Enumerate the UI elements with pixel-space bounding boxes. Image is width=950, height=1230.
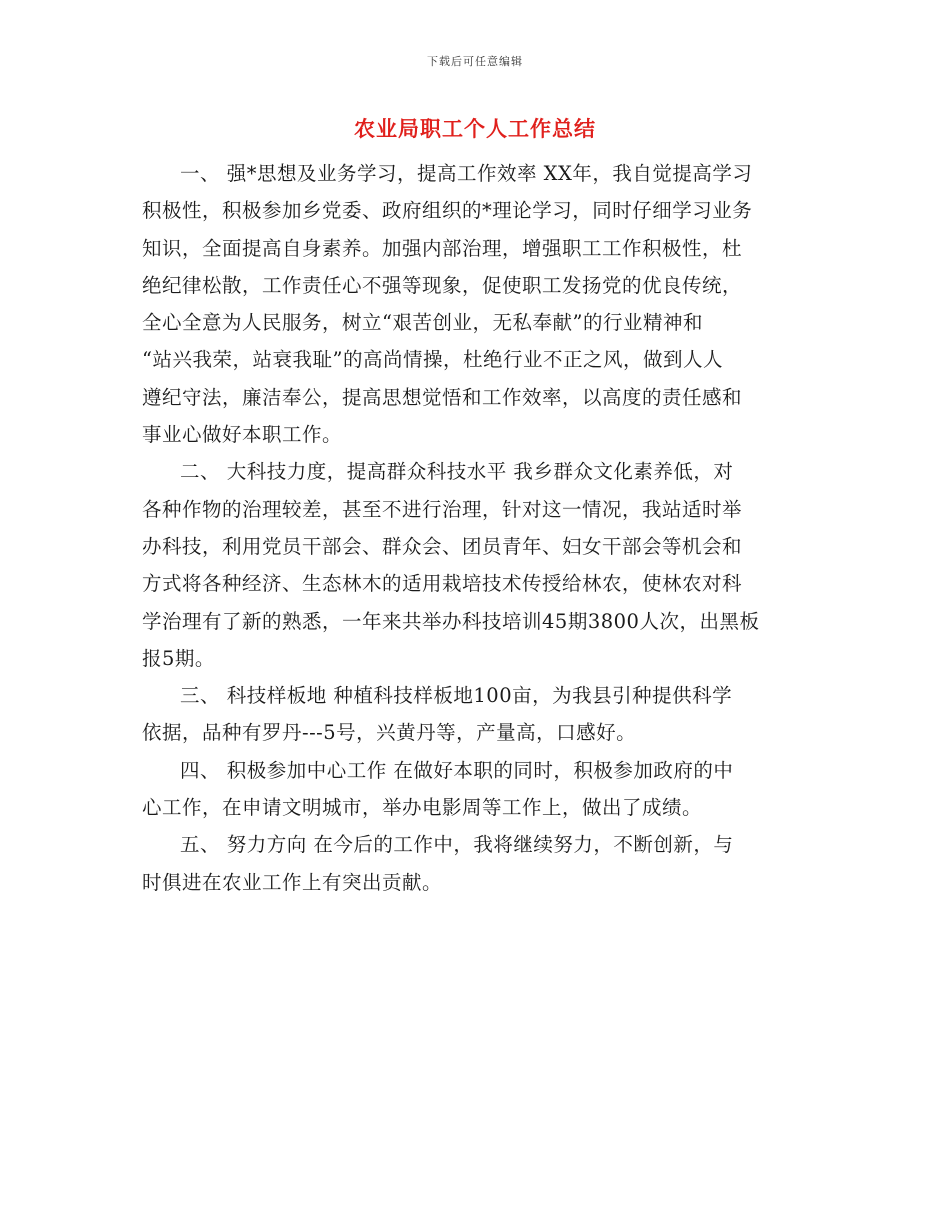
- section-1-line-2: 积极性，积极参加乡党委、政府组织的*理论学习，同时仔细学习业务: [142, 199, 753, 223]
- section-2-line-3: 办科技，利用党员干部会、群众会、团员青年、妇女干部会等机会和: [142, 534, 743, 558]
- section-3-line-1: 三、 科技样板地 种植科技样板地100亩，为我县引种提供科学: [180, 684, 733, 708]
- section-1-line-8: 事业心做好本职工作。: [142, 423, 343, 447]
- section-2-line-1: 二、 大科技力度，提高群众科技水平 我乡群众文化素养低，对: [180, 460, 734, 484]
- document-body: [142, 155, 814, 901]
- section-1-line-5: 全心全意为人民服务，树立“艰苦创业，无私奉献”的行业精神和: [142, 311, 703, 335]
- section-4-line-1: 四、 积极参加中心工作 在做好本职的同时，积极参加政府的中: [180, 758, 734, 782]
- section-1-line-6: “站兴我荣，站衰我耻”的高尚情操，杜绝行业不正之风，做到人人: [142, 348, 723, 372]
- section-1-line-7: 遵纪守法，廉洁奉公，提高思想觉悟和工作效率，以高度的责任感和: [142, 385, 743, 409]
- section-1-line-3: 知识，全面提高自身素养。加强内部治理，增强职工工作积极性，杜: [142, 236, 743, 260]
- document-title: 农业局职工个人工作总结: [354, 116, 596, 141]
- section-2-line-4: 方式将各种经济、生态林木的适用栽培技术传授给林农，使林农对科: [142, 572, 743, 596]
- section-1-line-1: 一、 强*思想及业务学习，提高工作效率 XX年，我自觉提高学习: [180, 162, 753, 185]
- section-4-line-2: 心工作，在申请文明城市，举办电影周等工作上，做出了成绩。: [142, 796, 703, 820]
- section-2-line-5: 学治理有了新的熟悉，一年来共举办科技培训45期3800人次，出黑板: [142, 609, 760, 633]
- section-2-line-2: 各种作物的治理较差，甚至不进行治理，针对这一情况，我站适时举: [142, 497, 743, 521]
- section-5-line-2: 时俱进在农业工作上有突出贡献。: [142, 870, 443, 894]
- section-1-line-4: 绝纪律松散，工作责任心不强等现象，促使职工发扬党的优良传统，: [142, 273, 743, 297]
- section-2-line-6: 报5期。: [142, 646, 215, 670]
- section-5-line-1: 五、 努力方向 在今后的工作中，我将继续努力，不断创新，与: [180, 833, 734, 857]
- page-header-note: 下载后可任意编辑: [427, 55, 523, 68]
- section-3-line-2: 依据，品种有罗丹---5号，兴黄丹等，产量高，口感好。: [142, 721, 637, 745]
